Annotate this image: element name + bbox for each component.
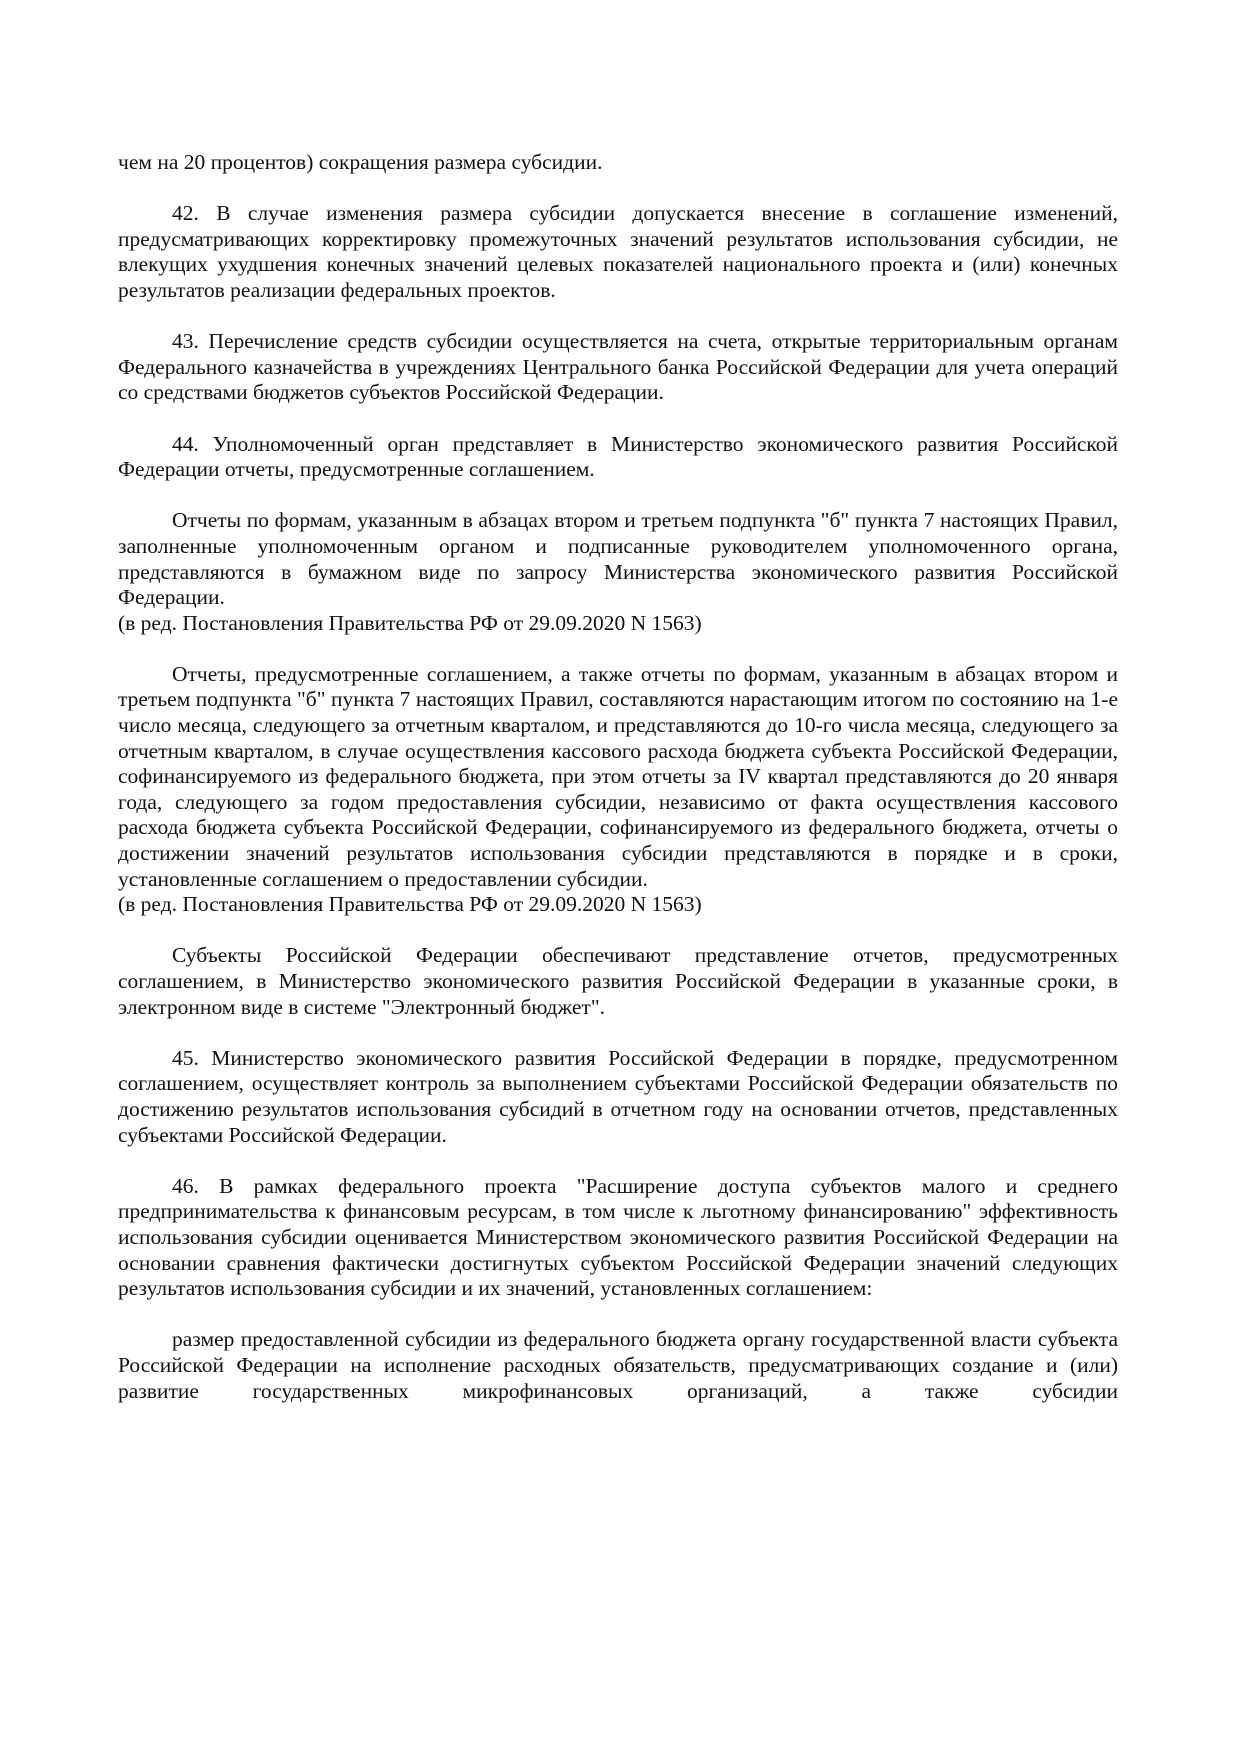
paragraph-continuation: чем на 20 процентов) сокращения размера субсидии. [118,150,603,174]
paragraph-46-subsidy-size: размер предоставленной субсидии из федерального бюджета органу государственной власти субъекта Российской Федерации на исполнение расходных обязательств, предусматривающих создание и (или) развитие государственных микрофинансовых организаций, а также субсидии [118,1327,1118,1403]
paragraph-gap [118,918,1118,944]
paragraph-45: 45. Министерство экономического развития Российской Федерации в порядке, предусмотренном соглашением, осуществляет контроль за выполнением субъектами Российской Федерации обязательств по достижению результатов использования субсидий в отчетном году на основании отчетов, представленных субъектами Российской Федерации. [118,1045,1118,1147]
paragraph-44-reports-forms: Отчеты по формам, указанным в абзацах втором и третьем подпункта "б" пункта 7 настоящих Правил, заполненные уполномоченным органом и подписанные руководителем уполномоченного органа, представляются в бумажном виде по запросу Министерства экономического развития Российской Федерации. [118,508,1118,610]
paragraph-44-reports-deadlines: Отчеты, предусмотренные соглашением, а также отчеты по формам, указанным в абзацах втором и третьем подпункта "б" пункта 7 настоящих Правил, составляются нарастающим итогом по состоянию на 1-е число месяца, следующего за отчетным кварталом, и представляются до 10-го числа месяца, следующего за отчетным кварталом, в случае осуществления кассового расхода бюджета субъекта Российской Федерации, софинансируемого из федерального бюджета, при этом отчеты за IV квартал представляются до 20 января года, следующего за годом предоставления субсидии, независимо от факта осуществления кассового расхода бюджета субъекта Российской Федерации, софинансируемого из федерального бюджета, отчеты о достижении значений результатов использования субсидии представляются в порядке и в сроки, установленные соглашением о предоставлении субсидии. [118,661,1118,891]
paragraph-44-electronic-budget: Субъекты Российской Федерации обеспечивают представление отчетов, предусмотренных соглашением, в Министерство экономического развития Российской Федерации в указанные сроки, в электронном виде в системе "Электронный бюджет". [118,943,1118,1019]
revision-note: (в ред. Постановления Правительства РФ от 29.09.2020 N 1563) [118,610,702,635]
document-page [118,150,1118,1404]
paragraph-42: 42. В случае изменения размера субсидии допускается внесение в соглашение изменений, предусматривающих корректировку промежуточных значений результатов использования субсидии, не влекущих ухудшения конечных значений целевых показателей национального проекта и (или) конечных результатов реализации федеральных проектов. [118,201,1118,302]
paragraph-gap [118,636,1118,662]
paragraph-46: 46. В рамках федерального проекта "Расширение доступа субъектов малого и среднего предпринимательства к финансовым ресурсам, в том числе к льготному финансированию" эффективность использования субсидии оценивается Министерством экономического развития Российской Федерации на основании сравнения фактически достигнутых субъектом Российской Федерации значений следующих результатов использования субсидии и их значений, установленных соглашением: [118,1173,1118,1301]
paragraph-gap [118,483,1118,509]
paragraph-gap [118,406,1118,432]
revision-note: (в ред. Постановления Правительства РФ от 29.09.2020 N 1563) [118,892,702,917]
paragraph-43: 43. Перечисление средств субсидии осуществляется на счета, открытые территориальным органам Федерального казначейства в учреждениях Центрального банка Российской Федерации для учета операций со средствами бюджетов субъектов Российской Федерации. [118,329,1118,405]
paragraph-gap [118,1302,1118,1328]
paragraph-44: 44. Уполномоченный орган представляет в Министерство экономического развития Российской Федерации отчеты, предусмотренные соглашением. [118,431,1118,482]
paragraph-gap [118,304,1118,330]
paragraph-gap [118,1148,1118,1174]
paragraph-gap [118,176,1118,202]
paragraph-gap [118,1020,1118,1046]
